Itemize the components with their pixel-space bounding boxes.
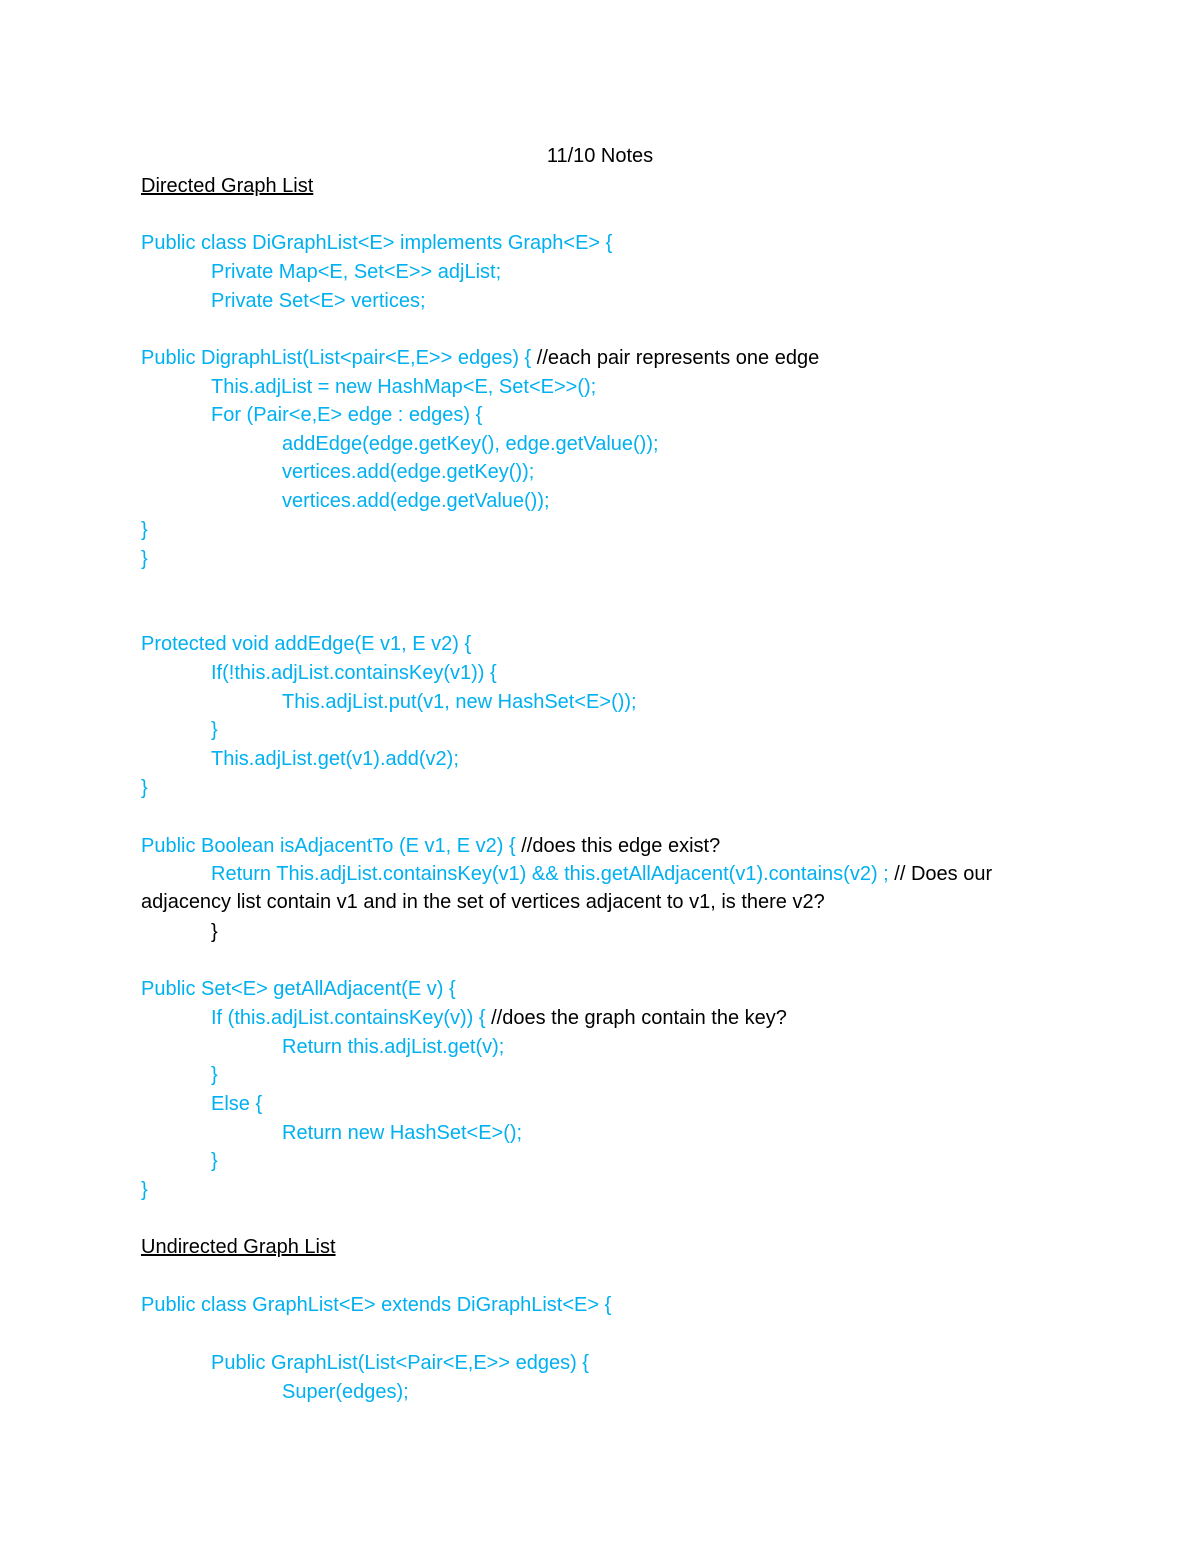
code-segment: addEdge(edge.getKey(), edge.getValue());: [282, 433, 659, 455]
code-line: [141, 344, 819, 372]
code-line: [211, 1349, 589, 1377]
code-line: [211, 860, 992, 888]
code-segment: If (this.adjList.containsKey(v)) {: [211, 1007, 492, 1029]
code-segment: Return this.adjList.get(v);: [282, 1036, 505, 1058]
code-segment: This.adjList = new HashMap<E, Set<E>>();: [211, 376, 597, 398]
code-line: [211, 1061, 218, 1089]
code-segment: vertices.add(edge.getValue());: [282, 490, 550, 512]
comment-segment: //each pair represents one edge: [536, 347, 820, 369]
code-line: [282, 430, 659, 458]
code-line: [282, 487, 550, 515]
code-line: [211, 659, 497, 687]
page-title: 11/10 Notes: [546, 145, 654, 167]
code-segment: }: [141, 548, 148, 570]
code-line: [211, 918, 218, 946]
code-segment: }: [141, 519, 148, 541]
code-segment: Else {: [211, 1093, 263, 1115]
comment-segment: }: [211, 921, 218, 943]
code-segment: vertices.add(edge.getKey());: [282, 461, 535, 483]
code-segment: }: [141, 1179, 148, 1201]
code-segment: }: [141, 777, 148, 799]
code-line: [282, 1033, 504, 1061]
section-heading-undirected: Undirected Graph List: [141, 1236, 336, 1258]
code-line: [211, 287, 426, 315]
code-segment: }: [211, 1064, 218, 1086]
comment-segment: //does the graph contain the key?: [491, 1007, 787, 1029]
code-line: [141, 1291, 611, 1319]
code-line: [141, 630, 471, 658]
code-line: [141, 516, 148, 544]
code-segment: Super(edges);: [282, 1381, 409, 1403]
code-line: [141, 832, 720, 860]
code-segment: Private Map<E, Set<E>> adjList;: [211, 261, 502, 283]
code-line: [141, 888, 825, 916]
code-line: [141, 229, 612, 257]
code-line: [141, 1176, 148, 1204]
code-line: [211, 401, 482, 429]
code-line: [282, 458, 534, 486]
code-line: [211, 745, 459, 773]
code-line: [282, 688, 637, 716]
code-line: [211, 258, 501, 286]
code-line: [282, 1378, 409, 1406]
code-segment: Return This.adjList.containsKey(v1) && this.getAllAdjacent(v1).contains(v2) ;: [211, 863, 895, 885]
code-segment: This.adjList.get(v1).add(v2);: [211, 748, 459, 770]
code-line: [211, 1090, 262, 1118]
code-line: [282, 1119, 522, 1147]
code-segment: Public class DiGraphList<E> implements Graph<E> {: [141, 232, 613, 254]
code-segment: Public DigraphList(List<pair<E,E>> edges) {: [141, 347, 537, 369]
code-segment: Public GraphList(List<Pair<E,E>> edges) {: [211, 1352, 589, 1374]
code-line: [211, 373, 596, 401]
code-line: [211, 1147, 218, 1175]
code-segment: }: [211, 1150, 218, 1172]
code-line: [211, 716, 218, 744]
code-segment: Public Boolean isAdjacentTo (E v1, E v2) {: [141, 835, 522, 857]
section-heading-directed: Directed Graph List: [141, 175, 314, 197]
comment-segment: adjacency list contain v1 and in the set of vertices adjacent to v1, is there v2?: [141, 891, 825, 913]
code-segment: Protected void addEdge(E v1, E v2) {: [141, 633, 472, 655]
comment-segment: //does this edge exist?: [521, 835, 721, 857]
code-segment: If(!this.adjList.containsKey(v1)) {: [211, 662, 497, 684]
code-segment: }: [211, 719, 218, 741]
code-segment: Private Set<E> vertices;: [211, 290, 426, 312]
comment-segment: // Does our: [894, 863, 993, 885]
code-line: [141, 975, 456, 1003]
code-line: [211, 1004, 787, 1032]
code-segment: Public class GraphList<E> extends DiGraphList<E> {: [141, 1294, 612, 1316]
code-segment: Return new HashSet<E>();: [282, 1122, 523, 1144]
code-segment: For (Pair<e,E> edge : edges) {: [211, 404, 483, 426]
code-segment: Public Set<E> getAllAdjacent(E v) {: [141, 978, 456, 1000]
code-segment: This.adjList.put(v1, new HashSet<E>());: [282, 691, 637, 713]
code-line: [141, 545, 148, 573]
code-line: [141, 774, 148, 802]
